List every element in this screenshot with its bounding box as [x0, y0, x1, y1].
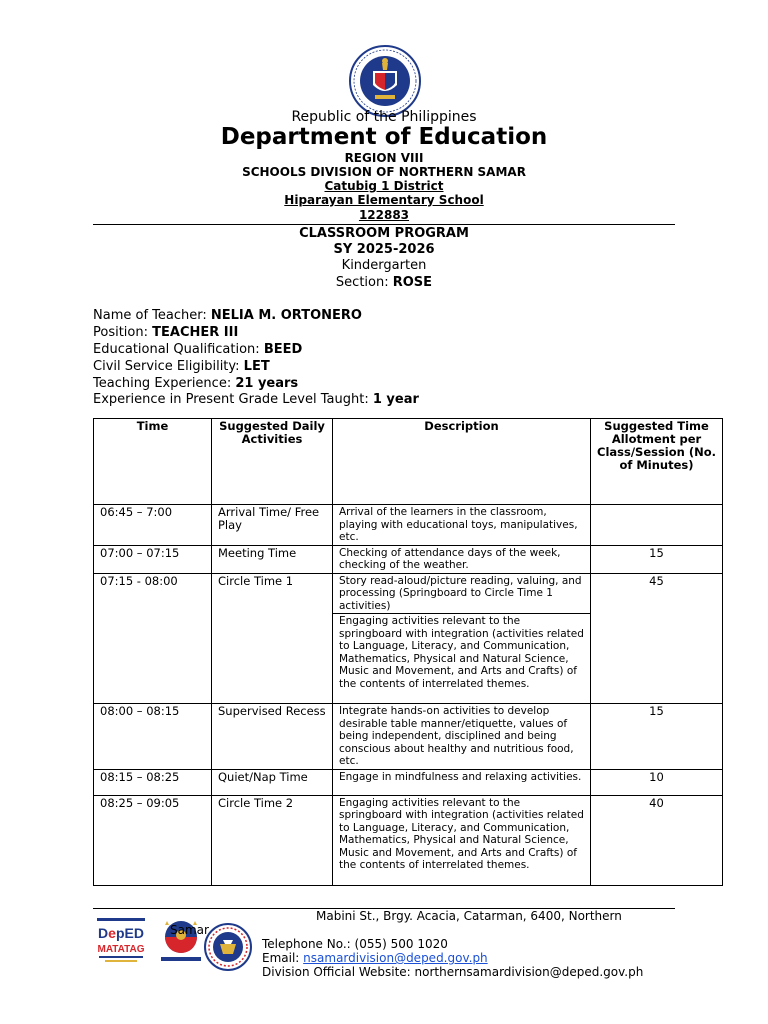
grade-experience-value: 1 year [372, 392, 419, 407]
row-description: Engaging activities relevant to the springboard with integration (activities related to Language, Literacy, and Communication, Mathematics, Physical and Natural Science, Music and Movement, and Arts and Crafts) of the contents of interrelated themes. [333, 795, 591, 885]
row-activity: Arrival Time/ Free Play [212, 505, 333, 546]
table-row [94, 545, 723, 573]
grade-experience-label: Experience in Present Grade Level Taught: [93, 392, 369, 407]
teacher-name-line [93, 308, 362, 323]
header-activities: Suggested Daily Activities [212, 419, 333, 505]
qualification-value: BEED [263, 342, 303, 357]
table-row [94, 573, 723, 614]
deped-seal-logo [349, 45, 421, 117]
row-description: Story read-aloud/picture reading, valuing, and processing (Springboard to Circle Time 1 activities) [333, 573, 591, 614]
row-activity: Supervised Recess [212, 704, 333, 770]
republic-heading: Republic of the Philippines [291, 109, 477, 125]
position-value: TEACHER III [152, 325, 239, 340]
footer-email-line [262, 951, 488, 965]
table-header-row [94, 419, 723, 505]
row-minutes: 40 [591, 795, 723, 885]
program-title: CLASSROOM PROGRAM [299, 226, 469, 241]
deped-matatag-logo [95, 915, 147, 965]
table-row [94, 704, 723, 770]
row-minutes: 45 [591, 573, 723, 704]
grade-level: Kindergarten [341, 258, 427, 273]
qualification-label: Educational Qualification: [93, 342, 260, 357]
teacher-name: NELIA M. ORTONERO [210, 308, 362, 323]
header-description: Description [333, 419, 591, 505]
svg-text:DepED: DepED [98, 925, 144, 941]
row-time: 07:15 - 08:00 [94, 573, 212, 704]
header-divider [93, 224, 675, 225]
table-row [94, 769, 723, 795]
footer-address: Mabini St., Brgy. Acacia, Catarman, 6400, Northern [316, 909, 622, 923]
division-heading: SCHOOLS DIVISION OF NORTHERN SAMAR [242, 165, 526, 179]
row-minutes: 15 [591, 704, 723, 770]
eligibility-label: Civil Service Eligibility: [93, 359, 240, 374]
experience-value: 21 years [235, 376, 299, 391]
grade-experience-line [93, 392, 419, 407]
row-description-2: Engaging activities relevant to the springboard with integration (activities related to Language, Literacy, and Communication, Mathematics, Physical and Natural Science, Music and Movement, and Arts and Crafts) of the contents of interrelated themes. [333, 614, 591, 704]
row-activity: Quiet/Nap Time [212, 769, 333, 795]
table-row [94, 505, 723, 546]
department-heading: Department of Education [220, 124, 548, 150]
district-heading: Catubig 1 District [324, 179, 444, 193]
school-id: 122883 [358, 208, 410, 222]
classroom-program-table [93, 418, 723, 886]
header-minutes: Suggested Time Allotment per Class/Session (No. of Minutes) [591, 419, 723, 505]
table-row [94, 795, 723, 885]
footer-address-2: Samar [170, 923, 209, 937]
eligibility-line [93, 359, 270, 374]
region-heading: REGION VIII [344, 151, 424, 165]
footer-website: Division Official Website: northernsamardivision@deped.gov.ph [262, 965, 644, 979]
row-description: Checking of attendance days of the week, checking of the weather. [333, 545, 591, 573]
row-time: 08:00 – 08:15 [94, 704, 212, 770]
school-heading: Hiparayan Elementary School [284, 193, 484, 207]
row-activity: Circle Time 1 [212, 573, 333, 704]
row-minutes: 10 [591, 769, 723, 795]
row-time: 08:25 – 09:05 [94, 795, 212, 885]
row-description: Engage in mindfulness and relaxing activities. [333, 769, 591, 795]
row-description: Arrival of the learners in the classroom, playing with educational toys, manipulatives, etc. [333, 505, 591, 546]
qualification-line [93, 342, 302, 357]
school-year: SY 2025-2026 [333, 242, 435, 257]
svg-text:MATATAG: MATATAG [97, 944, 145, 955]
row-minutes [591, 505, 723, 546]
footer-telephone: Telephone No.: (055) 500 1020 [262, 937, 448, 951]
footer-email-link[interactable]: nsamardivision@deped.gov.ph [303, 951, 488, 965]
row-time: 06:45 – 7:00 [94, 505, 212, 546]
section-value: ROSE [392, 275, 433, 290]
row-time: 07:00 – 07:15 [94, 545, 212, 573]
division-seal-logo [203, 922, 253, 972]
row-minutes: 15 [591, 545, 723, 573]
eligibility-value: LET [243, 359, 270, 374]
experience-line [93, 376, 298, 391]
teacher-name-label: Name of Teacher: [93, 308, 207, 323]
row-activity: Circle Time 2 [212, 795, 333, 885]
experience-label: Teaching Experience: [93, 376, 232, 391]
section-line [0, 275, 768, 290]
section-label: Section: [335, 275, 389, 290]
row-activity: Meeting Time [212, 545, 333, 573]
row-description: Integrate hands-on activities to develop desirable table manner/etiquette, values of being independent, disciplined and being conscious about healthy and nutritious food, etc. [333, 704, 591, 770]
position-label: Position: [93, 325, 148, 340]
footer-email-label: Email: [262, 951, 300, 965]
header-time: Time [94, 419, 212, 505]
row-time: 08:15 – 08:25 [94, 769, 212, 795]
position-line [93, 325, 238, 340]
